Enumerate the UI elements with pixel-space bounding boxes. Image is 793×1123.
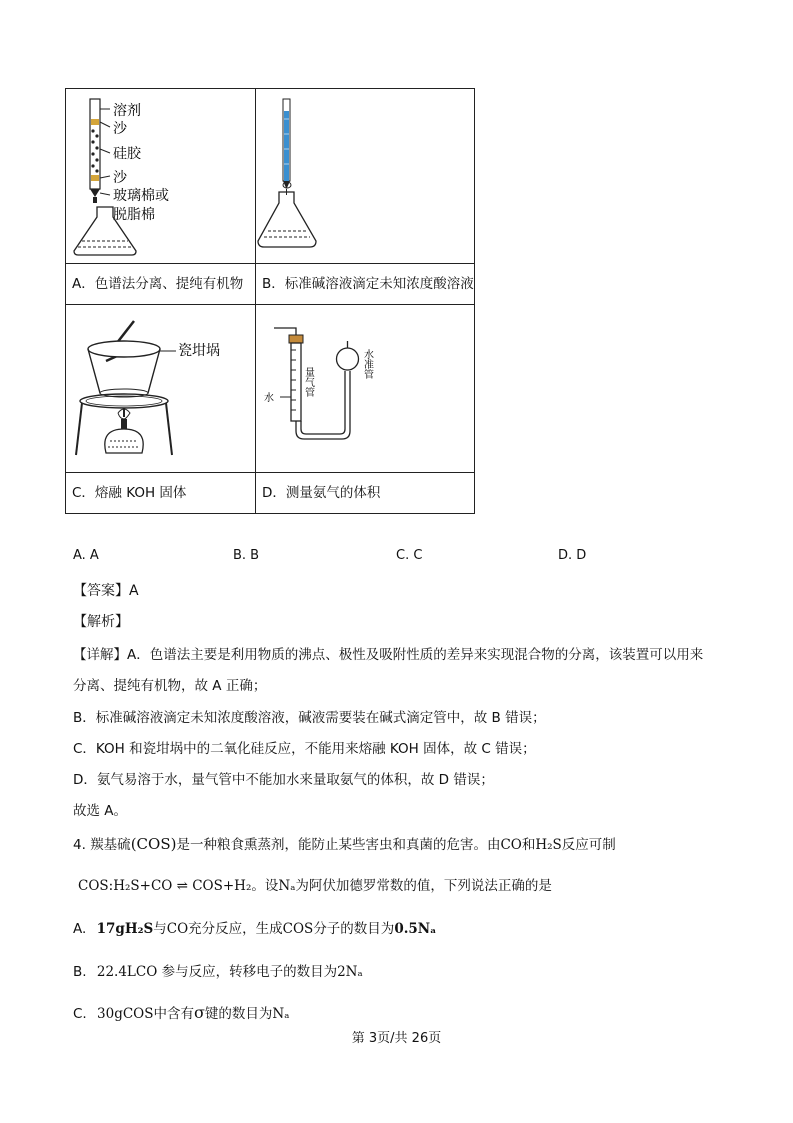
q4-na-symbol: Nₐ <box>278 878 296 894</box>
q4-c-math-3: Nₐ <box>272 1006 290 1022</box>
q4-choice-a-label: A. <box>73 921 87 937</box>
detail-line-6: 故选 A。 <box>73 803 128 819</box>
label-glass-wool: 玻璃棉或 <box>113 188 169 204</box>
detail-line-1: 【详解】A．色谱法主要是利用物质的沸点、极性及吸附性质的差异来实现混合物的分离，该装置可以用来 <box>73 647 704 663</box>
q4-a-math-1: 17gH₂S <box>96 921 154 937</box>
detail-line-2: 分离、提纯有机物，故 A 正确； <box>73 678 267 694</box>
question-4-stem-line-1 <box>73 833 616 853</box>
question-number: 4. <box>73 837 86 853</box>
chromatography-column-diagram <box>66 89 255 263</box>
q4-b-math-2: 2Nₐ <box>337 964 363 980</box>
label-sand-bottom: 沙 <box>113 170 127 186</box>
q4-b-math-1: 22.4LCO <box>96 964 158 980</box>
q4-cos-formula: (COS) <box>130 835 177 853</box>
experiment-table <box>65 88 475 514</box>
analysis-heading: 【解析】 <box>73 614 129 630</box>
q4-h2s-formula: H₂S <box>535 837 562 853</box>
cell-c-caption: C．熔融 KOH 固体 <box>66 473 256 514</box>
q4-text-3: 反应可制 <box>561 837 616 853</box>
q4-a-text-1: 与 <box>153 921 167 937</box>
q4-text-2: 是一种粮食熏蒸剂，能防止某些害虫和真菌的危害。由 <box>176 837 501 853</box>
q4-equation: COS:H₂S+CO ⇌ COS+H₂ <box>78 878 252 894</box>
option-d: D. D <box>558 548 587 563</box>
q4-text-1: 羰基硫 <box>90 837 131 853</box>
cell-c-image <box>66 305 256 473</box>
cell-a-caption: A．色谱法分离、提纯有机物 <box>66 264 256 305</box>
label-water: 水 <box>264 393 274 404</box>
q4-choice-c-label: C. <box>73 1006 87 1022</box>
q4-a-math-4: 0.5Nₐ <box>394 921 437 937</box>
label-solvent: 溶剂 <box>113 103 141 119</box>
q4-c-text-2: 键的数目为 <box>204 1006 273 1022</box>
option-a: A. A <box>73 548 99 563</box>
q4-b-text-1: 参与反应，转移电子的数目为 <box>161 964 338 980</box>
q4-c-math-2: σ <box>193 1003 205 1022</box>
q4-a-math-2: CO <box>166 921 189 937</box>
cell-d-caption: D．测量氨气的体积 <box>256 473 475 514</box>
q4-text-4: 。设 <box>251 878 279 894</box>
q4-choice-b-label: B. <box>73 964 87 980</box>
titration-diagram <box>256 89 486 263</box>
cell-d-image <box>256 305 475 473</box>
q4-a-text-2: 充分反应，生成 <box>188 921 283 937</box>
q4-c-math-1: 30gCOS <box>97 1006 154 1022</box>
q4-c-text-1: 中含有 <box>153 1006 194 1022</box>
cell-b-caption: B．标准碱溶液滴定未知浓度酸溶液 <box>256 264 475 305</box>
cell-b-image <box>256 89 475 264</box>
question-4-stem-line-2 <box>78 874 552 894</box>
cell-a-image <box>66 89 256 264</box>
q4-a-text-3: 分子的数目为 <box>313 921 395 937</box>
detail-line-3: B．标准碱溶液滴定未知浓度酸溶液，碱液需要装在碱式滴定管中，故 B 错误； <box>73 710 546 726</box>
answer-line: 【答案】A <box>73 583 139 599</box>
label-cotton: 脱脂棉 <box>113 207 155 223</box>
label-sand-top: 沙 <box>113 121 127 137</box>
q4-and: 和 <box>521 837 536 853</box>
page-footer: 第 3页/共 26页 <box>351 1031 442 1046</box>
q4-choice-b <box>73 960 363 980</box>
label-crucible: 瓷坩埚 <box>178 343 220 359</box>
label-level-tube: 水准管 <box>361 349 373 379</box>
q4-choice-c <box>73 1002 289 1022</box>
option-c: C. C <box>396 548 423 563</box>
crucible-diagram <box>66 305 255 472</box>
q4-text-5: 为阿伏加德罗常数的值，下列说法正确的是 <box>295 878 552 894</box>
detail-line-4: C．KOH 和瓷坩埚中的二氧化硅反应，不能用来熔融 KOH 固体，故 C 错误； <box>73 741 536 757</box>
q4-choice-a <box>73 917 436 937</box>
gas-volume-diagram <box>256 305 486 472</box>
option-b: B. B <box>233 548 260 563</box>
detail-line-5: D．氨气易溶于水，量气管中不能加水来量取氨气的体积，故 D 错误； <box>73 772 494 788</box>
label-silica-gel: 硅胶 <box>113 146 141 162</box>
q4-co-formula: CO <box>500 837 522 853</box>
label-gas-burette: 量气管 <box>302 367 314 397</box>
q4-a-math-3: COS <box>282 921 314 937</box>
